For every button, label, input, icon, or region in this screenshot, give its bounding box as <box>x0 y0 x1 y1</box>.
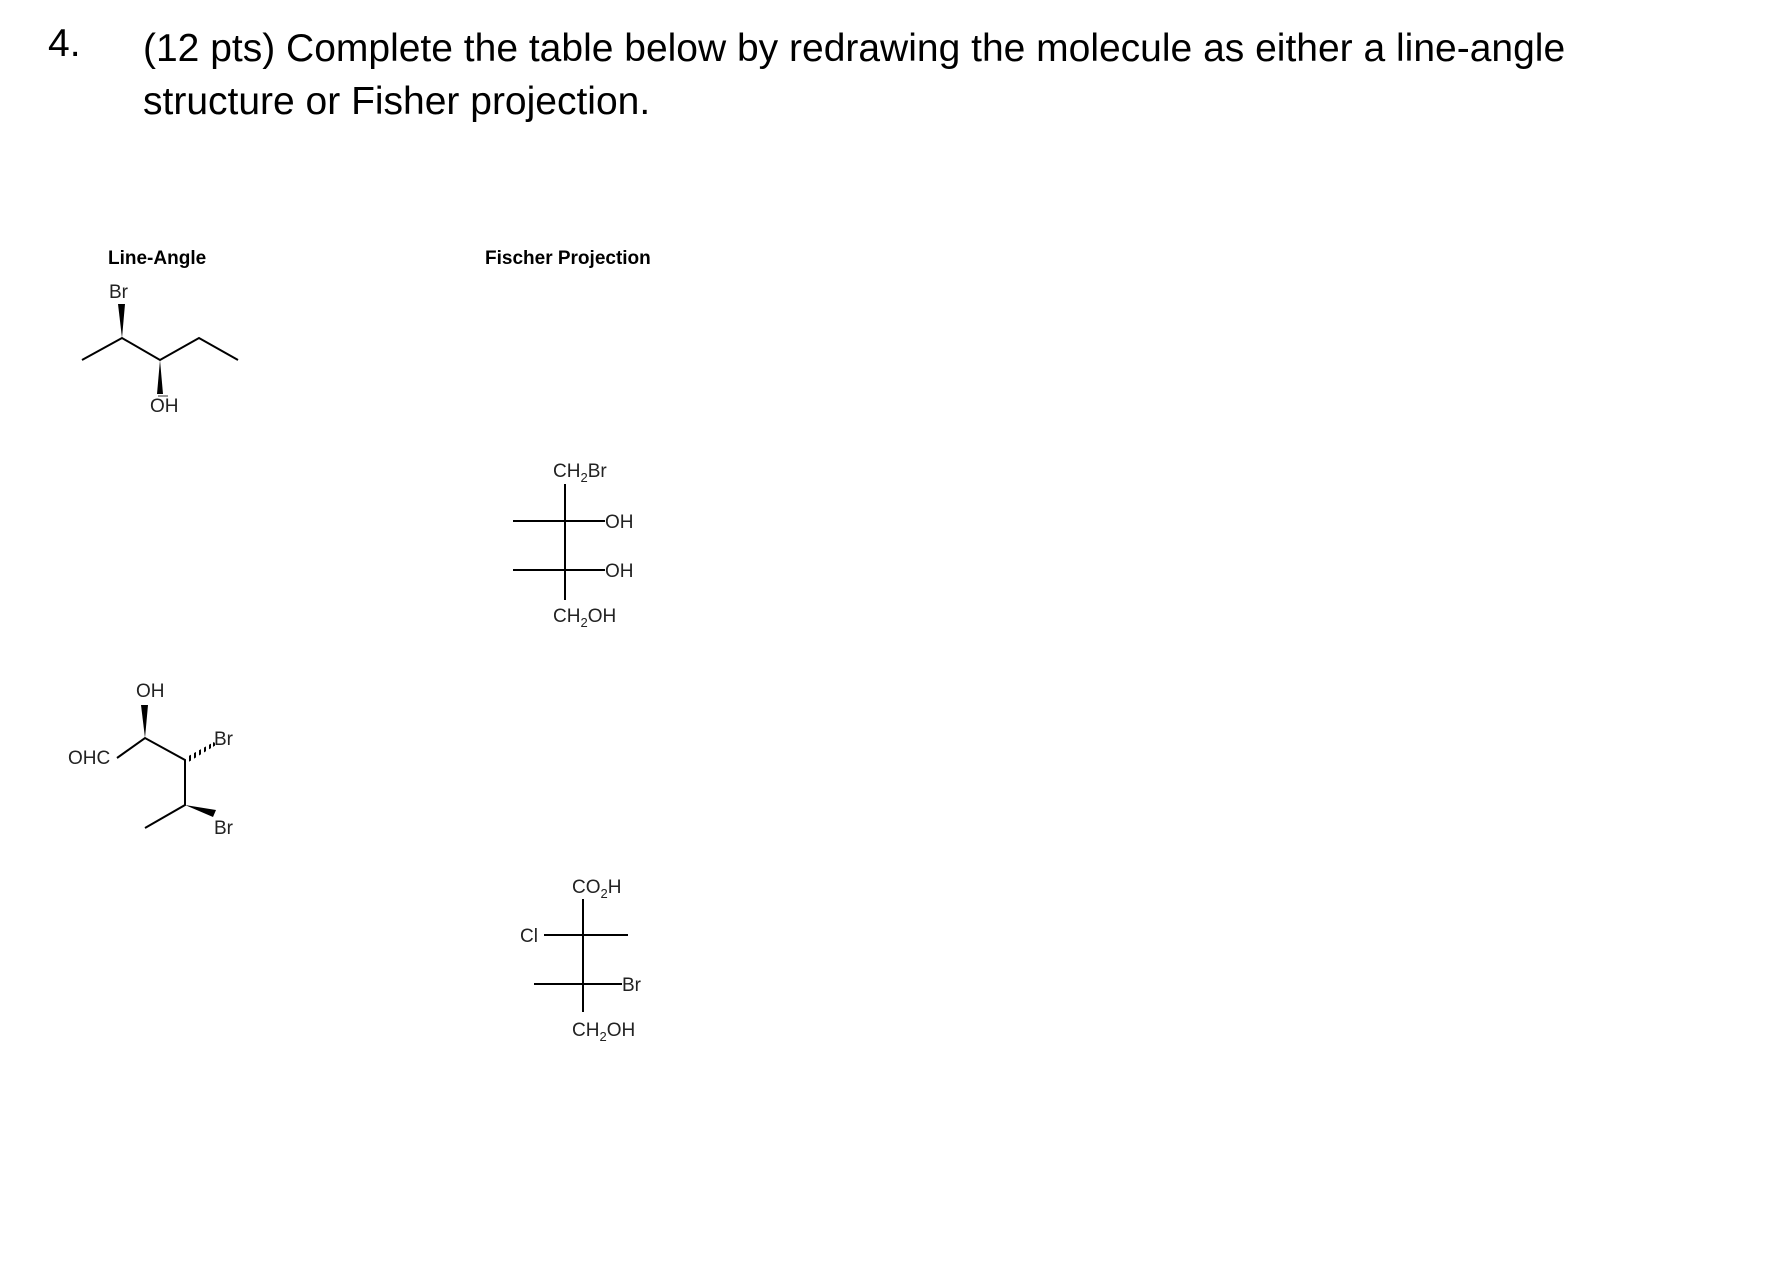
mol1-carbon-chain <box>82 338 238 360</box>
mol2-hashed-wedge-br <box>190 740 214 764</box>
molecule-1-line-angle <box>82 282 238 417</box>
mol2-oh-label: OH <box>136 681 165 702</box>
fischer-projection-2 <box>520 877 642 1044</box>
question-text-line-2: structure or Fisher projection. <box>143 80 651 123</box>
mol1-oh-label: OH <box>150 396 179 417</box>
mol2-br-label-bottom: Br <box>214 818 233 839</box>
mol1-wedge-br <box>118 304 125 338</box>
mol2-ohc-label: OHC <box>68 748 111 769</box>
question-text-line-1: (12 pts) Complete the table below by redrawing the molecule as either a line-angle <box>143 27 1566 70</box>
line-angle-column-header: Line-Angle <box>108 248 207 269</box>
mol2-wedge-br <box>185 805 216 817</box>
mol1-wedge-oh <box>157 360 163 394</box>
question-number: 4. <box>48 22 81 65</box>
molecule-2-line-angle <box>68 681 234 839</box>
fischer2-left-cl: Cl <box>520 926 538 947</box>
fischer-projection-column-header: Fischer Projection <box>485 248 651 269</box>
mol2-carbon-chain <box>117 738 185 828</box>
fischer1-bottom-group: $CH_2OH$ <box>553 606 617 630</box>
fischer2-top-group: $CO_2H$ <box>572 877 622 901</box>
fischer2-bottom-group: $CH_2OH$ <box>572 1020 636 1044</box>
mol1-br-label: Br <box>109 282 128 303</box>
fischer2-right-br: Br <box>622 975 641 996</box>
fischer1-top-group: $CH_2Br$ <box>553 461 607 485</box>
mol2-wedge-oh <box>141 705 148 738</box>
fischer1-right-oh-2: OH <box>605 561 634 582</box>
fischer1-right-oh-1: OH <box>605 512 634 533</box>
mol2-br-label-top: Br <box>214 729 233 750</box>
fischer-projection-1 <box>513 461 634 630</box>
